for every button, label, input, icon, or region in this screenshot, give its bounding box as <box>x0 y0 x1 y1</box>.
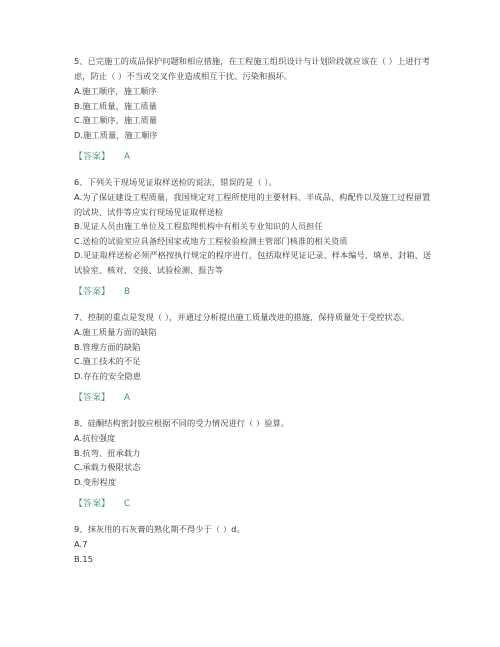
question-6 <box>74 175 434 300</box>
option-d: D.变形程度 <box>74 476 117 487</box>
option-b: B.施工质量，施工质量 <box>74 100 158 111</box>
option-c: C.施工顺序，施工质量 <box>74 115 158 125</box>
answer-line <box>74 150 434 165</box>
option-b: B.管理方面的缺陷 <box>74 341 141 352</box>
option-d: D.存在的安全隐患 <box>74 370 142 381</box>
option-c: C.送检的试验室应具备经国家或地方工程检验检测主管部门核准的相关资质 <box>74 235 348 246</box>
answer-value: A <box>124 152 131 162</box>
answer-line <box>74 497 434 512</box>
question-text: 5、已完施工的成品保护问题和相应措施，在工程施工组织设计与计划阶段就应该在（ ）上进行考虑，防止（ ）不当或交叉作业造成相互干扰、污染和损坏。 <box>74 56 431 81</box>
question-8 <box>74 416 434 512</box>
option-a: A.施工质量方面的缺陷 <box>74 327 157 337</box>
option-d: D.见证取样送检必须严格按执行规定的程序进行，包括取样见证记录、样本编号、填单、封箱、送试验室、核对、交接、试验检测、报告等 <box>74 250 432 275</box>
answer-value: B <box>124 287 131 297</box>
answer-label: 【答案】 <box>74 499 110 509</box>
answer-value: A <box>124 393 131 403</box>
question-text: 8、硅酮结构密封胶应根据不同的受力情况进行（ ）验算。 <box>74 418 290 428</box>
question-text: 9、抹灰用的石灰膏的熟化期不得少于（ ）d。 <box>74 524 245 534</box>
question-5 <box>74 54 434 165</box>
answer-label: 【答案】 <box>74 393 110 403</box>
option-a: A.抗拉强度 <box>74 433 116 443</box>
answer-line <box>74 391 434 406</box>
option-a: A.为了保证建设工程质量，我国规定对工程所使用的主要材料、半成品、构配件以及施工过程留置的试块、试件等应实行现场见证取样送检 <box>74 192 431 217</box>
option-c: C.承载力极限状态 <box>74 462 141 472</box>
option-a: A.7 <box>74 539 88 549</box>
answer-label: 【答案】 <box>74 287 110 297</box>
option-a: A.施工顺序，施工顺序 <box>74 86 157 96</box>
answer-line <box>74 285 434 300</box>
option-c: C.施工技术的不足 <box>74 356 141 366</box>
option-d: D.施工质量，施工顺序 <box>74 129 158 140</box>
option-b: B.15 <box>74 553 94 564</box>
option-b: B.抗弯、扭承载力 <box>74 447 141 458</box>
option-b: B.见证人员由施工单位及工程监理机构中有相关专业知识的人员担任 <box>74 221 323 231</box>
question-text: 6、下列关于现场见证取样送检的说法，错误的是（ ）。 <box>74 177 277 187</box>
question-7 <box>74 310 434 406</box>
question-9 <box>74 522 434 566</box>
answer-label: 【答案】 <box>74 152 110 162</box>
answer-value: C <box>124 499 131 509</box>
exam-page <box>74 54 434 566</box>
question-text: 7、控制的重点是发现（ ），并通过分析提出施工质量改进的措施，保持质量处于受控状态。 <box>74 312 410 322</box>
